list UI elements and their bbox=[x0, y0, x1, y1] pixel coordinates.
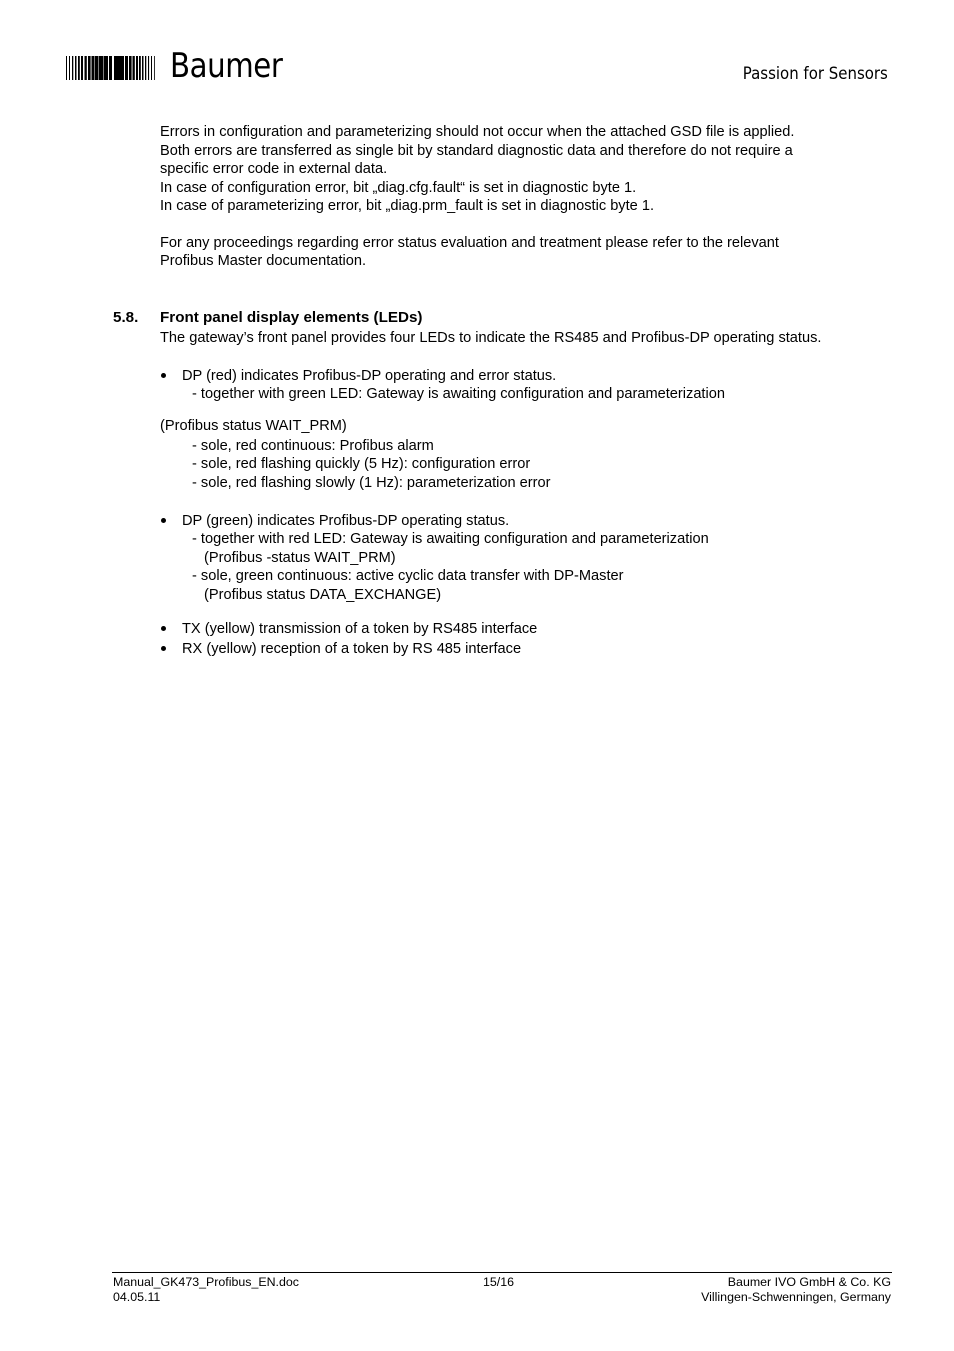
red-status-label: (Profibus status WAIT_PRM) bbox=[160, 418, 347, 434]
bullet-sub-line: - sole, green continuous: active cyclic data transfer with DP-Master bbox=[192, 568, 624, 584]
note-line: Profibus Master documentation. bbox=[160, 253, 367, 269]
bullet-icon bbox=[161, 518, 166, 523]
brand-tagline: Passion for Sensors bbox=[742, 64, 888, 84]
intro-line: In case of configuration error, bit „diag.cfg.fault“ is set in diagnostic byte 1. bbox=[160, 180, 637, 196]
footer-location: Villingen-Schwenningen, Germany bbox=[701, 1290, 891, 1304]
intro-line: Errors in configuration and parameterizing should not occur when the attached GSD file is applied. bbox=[160, 124, 795, 140]
bullet-sub-line: - together with green LED: Gateway is awaiting configuration and parameterization bbox=[192, 386, 725, 402]
red-status-item: - sole, red flashing slowly (1 Hz): parameterization error bbox=[192, 475, 551, 491]
section-lead: The gateway’s front panel provides four LEDs to indicate the RS485 and Profibus-DP operating status. bbox=[160, 330, 822, 346]
note-line: For any proceedings regarding error status evaluation and treatment please refer to the relevant bbox=[160, 235, 779, 251]
bullet-dp-red: DP (red) indicates Profibus-DP operating and error status. bbox=[182, 368, 557, 384]
footer-date: 04.05.11 bbox=[113, 1290, 161, 1304]
section-title: Front panel display elements (LEDs) bbox=[160, 309, 423, 326]
page-header bbox=[0, 0, 954, 110]
bullet-icon bbox=[161, 373, 166, 378]
footer-filename: Manual_GK473_Profibus_EN.doc bbox=[113, 1275, 299, 1289]
bullet-sub-line: - together with red LED: Gateway is awaiting configuration and parameterization bbox=[192, 531, 709, 547]
bullet-tx: TX (yellow) transmission of a token by RS485 interface bbox=[182, 621, 538, 637]
footer-page-number: 15/16 bbox=[483, 1275, 515, 1289]
footer-divider bbox=[112, 1272, 892, 1273]
bullet-dp-green: DP (green) indicates Profibus-DP operating status. bbox=[182, 513, 510, 529]
red-status-item: - sole, red continuous: Profibus alarm bbox=[192, 438, 434, 454]
bullet-rx: RX (yellow) reception of a token by RS 485 interface bbox=[182, 641, 522, 657]
bullet-icon bbox=[161, 646, 166, 651]
bullet-sub-line: (Profibus status DATA_EXCHANGE) bbox=[204, 587, 442, 603]
red-status-item: - sole, red flashing quickly (5 Hz): configuration error bbox=[192, 456, 531, 472]
footer-company: Baumer IVO GmbH & Co. KG bbox=[727, 1275, 891, 1289]
intro-line: specific error code in external data. bbox=[160, 161, 388, 177]
intro-line: In case of parameterizing error, bit „diag.prm_fault is set in diagnostic byte 1. bbox=[160, 198, 654, 214]
bullet-sub-line: (Profibus -status WAIT_PRM) bbox=[204, 550, 396, 566]
section-number: 5.8. bbox=[113, 309, 139, 326]
bullet-icon bbox=[161, 626, 166, 631]
intro-line: Both errors are transferred as single bit by standard diagnostic data and therefore do not require a bbox=[160, 143, 793, 159]
brand-name: Baumer bbox=[170, 46, 283, 86]
baumer-logo-icon bbox=[66, 54, 158, 82]
